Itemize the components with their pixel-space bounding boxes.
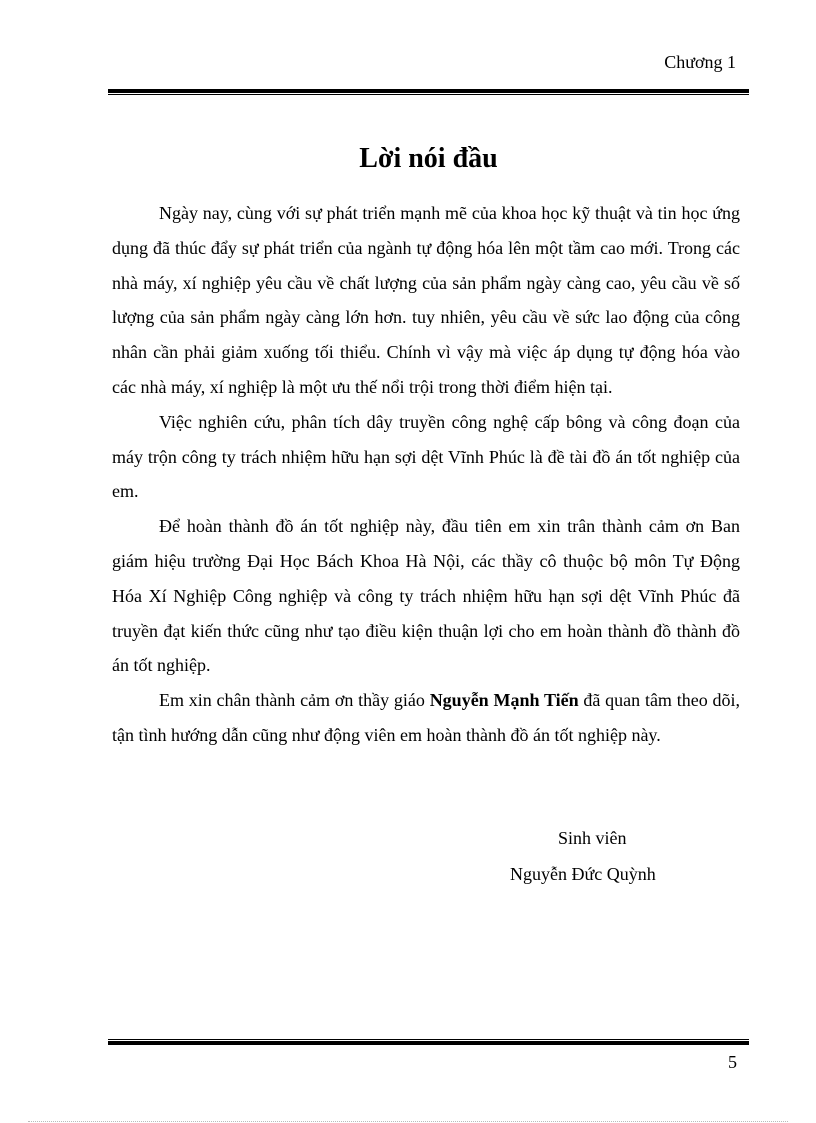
paragraph-4-end: đã quan tâm theo dõi, tận tình hướng dẫn cũng như động viên em hoàn thành đồ án tốt nghiệp này. [112,690,740,745]
chapter-header: Chương 1 [664,52,736,72]
paragraph-3: Để hoàn thành đồ án tốt nghiệp này, đầu tiên em xin trân thành cảm ơn Ban giám hiệu trường Đại Học Bách Khoa Hà Nội, các thầy cô thuộc bộ môn Tự Động Hóa Xí Nghiệp Công nghiệp và công ty trách nhiệm hữu hạn sợi dệt Vĩnh Phúc đã truyền đạt kiến thức cũng như tạo điều kiện thuận lợi cho em hoàn thành đồ thành đồ án tốt nghiệp. [112,516,740,676]
paragraph-2: Việc nghiên cứu, phân tích dây truyền công nghệ cấp bông và công đoạn của máy trộn công ty trách nhiệm hữu hạn sợi dệt Vĩnh Phúc là đề tài đồ án tốt nghiệp của em. [112,411,740,502]
paragraph-1: Ngày nay, cùng với sự phát triển mạnh mẽ của khoa học kỹ thuật và tin học ứng dụng đã thúc đẩy sự phát triển của ngành tự động hóa lên một tầm cao mới. Trong các nhà máy, xí nghiệp yêu cầu về chất lượng của sản phẩm ngày càng cao, yêu cầu về số lượng của sản phẩm ngày càng lớn hơn. tuy nhiên, yêu cầu về sức lao động của công nhân cần phải giảm xuống tối thiểu. Chính vì vậy mà việc áp dụng tự động hóa vào các nhà máy, xí nghiệp là một ưu thế nổi trội trong thời điểm hiện tại. [112,203,740,397]
header-rule [108,89,749,95]
body-text [112,196,740,753]
footer-rule [108,1039,749,1045]
paragraph-4 [112,683,740,753]
signature-block [510,820,656,892]
signature-role: Sinh viên [558,828,627,848]
page-edge-divider [28,1121,788,1122]
signature-name: Nguyễn Đức Quỳnh [510,864,656,884]
paragraph-4-start: Em xin chân thành cảm ơn thầy giáo [159,690,430,711]
page-title: Lời nói đầu [359,143,498,174]
page-number: 5 [728,1052,737,1072]
advisor-name: Nguyễn Mạnh Tiến [429,690,579,711]
